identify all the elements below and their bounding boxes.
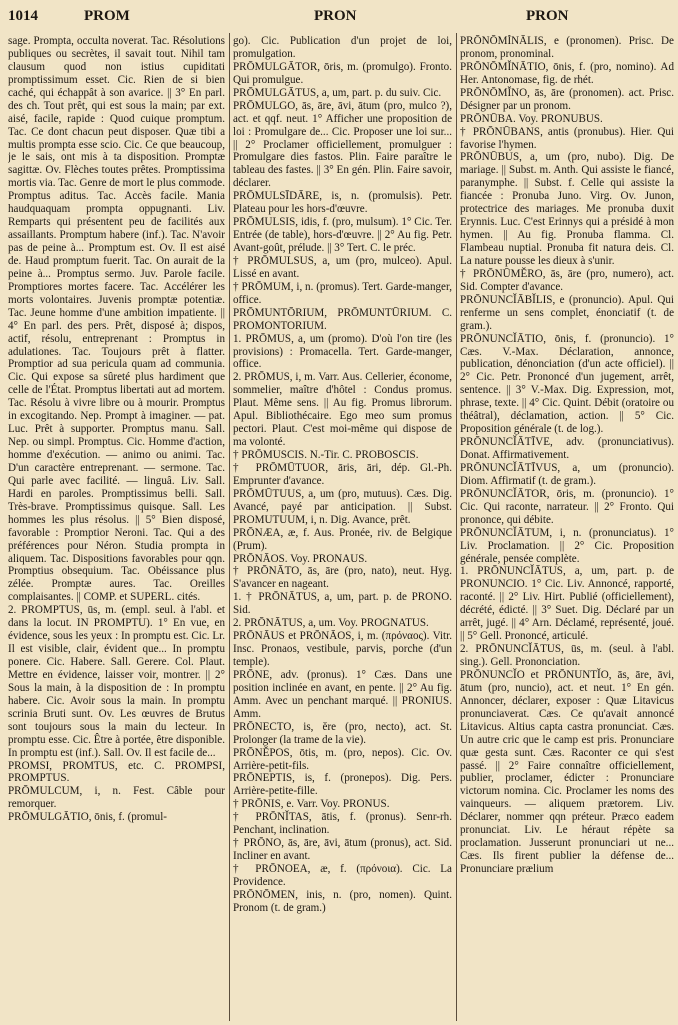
dictionary-entry: † PRŌMUM, i, n. (promus). Tert. Garde-manger, office. xyxy=(233,280,452,306)
dictionary-entry: PRŌNUNCĬĀTĪVUS, a, um (pronuncio). Diom. Affirmatif (t. de gram.). xyxy=(460,461,674,487)
dictionary-entry: † PRŌNĀTO, ās, āre (pro, nato), neut. Hyg. S'avancer en nageant. xyxy=(233,565,452,591)
dictionary-entry: PRŌNŌMĬNO, ās, āre (pronomen). act. Prisc. Désigner par un pronom. xyxy=(460,86,674,112)
dictionary-entry: PRŌNĀOS. Voy. PRONAUS. xyxy=(233,552,368,565)
dictionary-entry: 2. PRŌNĀTUS, a, um. Voy. PROGNATUS. xyxy=(233,617,429,630)
dictionary-entry: † PRŌNĬTAS, ātis, f. (pronus). Senr-rh. Penchant, inclination. xyxy=(233,811,452,837)
dictionary-entry: PRŌNEPTIS, is, f. (pronepos). Dig. Pers. Arrière-petite-fille. xyxy=(233,772,452,798)
page-header xyxy=(0,8,678,30)
dictionary-entry: PRŌNĔPOS, ōtis, m. (pro, nepos). Cic. Ov. Arrière-petit-fils. xyxy=(233,746,452,772)
dictionary-entry: PRŌNŪBUS, a, um (pro, nubo). Dig. De mariage. || Subst. m. Anth. Qui assiste le fiancé, paranymphe. || Subst. f. Celle qui assiste la fiancée : Pronuba Juno. Virg. Ov. Junon, protectrice des mariages. Me pronuba duxit Erynnis. Luc. C'est Erinnys qui a présidé à mon hymen. || Au fig. Pronuba flamma. Cl. Flambeau nuptial. Pronuba fit natura deis. Cl. La nature pousse les dieux à s'unir. xyxy=(460,151,674,267)
dictionary-entry: PRŌNĀUS et PRŌNĀOS, i, m. (πρόναος). Vitr. Insc. Pronaos, vestibule, parvis, porche (d'un temple). xyxy=(233,630,452,668)
dictionary-entry: † PRŌMUSCIS. N.-Tir. C. PROBOSCIS. xyxy=(233,449,419,461)
dictionary-entry: PROMSI, PROMTUS, etc. C. PROMPSI, PROMPTUS. xyxy=(8,759,225,785)
column-right xyxy=(460,35,674,1021)
dictionary-entry: PRŌNUNCĬĀTUM, i, n. (pronunciatus). 1° Liv. Proclamation. || 2° Cic. Proposition générale, pensée complète. xyxy=(460,526,674,565)
dictionary-entry: PRŌNŌMĬNĀLIS, e (pronomen). Prisc. De pronom, pronominal. xyxy=(460,35,674,60)
dictionary-entry: PRŌNŌMEN, inis, n. (pro, nomen). Quint. Pronom (t. de gram.) xyxy=(233,888,452,914)
dictionary-entry: PRŌNŌMĬNĀTIO, ōnis, f. (pro, nomino). Ad Her. Antonomase, fig. de rhét. xyxy=(460,60,674,86)
dictionary-entry: † PRŌNOEA, æ, f. (πρόνοια). Cic. La Providence. xyxy=(233,863,452,888)
dictionary-entry: † PRŌNIS, e. Varr. Voy. PRONUS. xyxy=(233,798,390,811)
dictionary-entry: 1. PRŌNUNCĬĀTUS, a, um, part. p. de PRONUNCIO. 1° Cic. Liv. Annoncé, rapporté, raconté. || 2° Liv. Hirt. Publié (officiellement), décrété, édicté. || 3° Suet. Dig. Déclaré par un arrêt, jugé. || 4° Arn. Déclamé, représenté, joué. || 5° Gell. Prononcé, articulé. xyxy=(460,565,674,643)
dictionary-entry: PRŌNÆA, æ, f. Aus. Pronée, riv. de Belgique (Prum). xyxy=(233,526,452,552)
column-left xyxy=(8,35,225,1021)
dictionary-entry: † PRŌMŪTUOR, āris, āri, dép. Gl.-Ph. Emprunter d'avance. xyxy=(233,461,452,487)
dictionary-entry: † PRŌNŪBANS, antis (pronubus). Hier. Qui favorise l'hymen. xyxy=(460,125,674,151)
dictionary-entry: 1. † PRŌNĀTUS, a, um, part. p. de PRONO. Sid. xyxy=(233,591,452,617)
dictionary-entry: † PRŌMULSUS, a, um (pro, mulceo). Apul. Lissé en avant. xyxy=(233,254,452,280)
dictionary-entry: PRŌNUNCĬĀTIO, ōnis, f. (pronuncio). 1° Cæs. V.-Max. Déclaration, annonce, publication, dénonciation (d'un acte officiel). || 2° Cic. Petr. Prononcé d'un jugement, arrêt, sentence. || 3° V.-Max. Dig. Expression, mot, phrase, texte. || 4° Cic. Quint. Débit (oratoire ou théâtral), déclamation, action. || 5° Cic. Proposition générale (t. de log.). xyxy=(460,332,674,436)
dictionary-entry: PRŌNUNCĬĀTOR, ōris, m. (pronuncio). 1° Cic. Qui raconte, narrateur. || 2° Fronto. Qui prononce, qui débite. xyxy=(460,487,674,526)
dictionary-entry: PRŌMUNTŌRIUM, PRŌMUNTŪRIUM. C. PROMONTORIUM. xyxy=(233,306,452,332)
dictionary-entry: 1. PRŌMUS, a, um (promo). D'où l'on tire (les provisions) : Promacella. Tert. Garde-manger, office. xyxy=(233,332,452,371)
dictionary-entry: go). Cic. Publication d'un projet de loi, promulgation. xyxy=(233,35,452,60)
column-divider xyxy=(229,33,230,1021)
dictionary-entry: PRŌMULGO, ās, āre, āvi, ātum (pro, mulco ?), act. et qqf. neut. 1° Afficher une proposition de loi : Promulgare de... Cic. Proposer une loi sur... || 2° Proclamer officiellement, promulguer : Promulgare dies fastos. Plin. Faire paraître le tableau des fastes. || 3° En gén. Plin. Faire savoir, déclarer. xyxy=(233,99,452,190)
running-head-left: PROM xyxy=(84,8,130,24)
dictionary-entry: PRŌNUNCĬO et PRŌNUNTĬO, ās, āre, āvi, ātum (pro, nuncio), act. et neut. 1° En gén. Annoncer, déclarer, exposer : Quæ Litavicus pronunciaverat. Cæs. Ce qu'avait annoncé Litavicus. Altius capta castra pronunciat. Cæs. Un autre cric que le camp est pris. Pronunciare quæ gesta sunt. Cæs. Raconter ce qui s'est passé. || 2° Faire connaître officiellement, publier, proclamer, édicter : Pronunciare victorum nomina. Cic. Proclamer les noms des vainqueurs. — aliquem prætorem. Liv. Déclarer, nommer qqn préteur. Præco eadem pronunciat. Liv. Le héraut répète sa proclamation. Jusserunt pronunciari ut ne... Cæs. Ils firent publier la défense de... Pronunciare prælium xyxy=(460,668,674,875)
dictionary-entry: PRŌNŪBA. Voy. PRONUBUS. xyxy=(460,112,603,125)
dictionary-entry: PRŌNECTO, is, ĕre (pro, necto), act. St. Prolonger (la trame de la vie). xyxy=(233,720,452,746)
dictionary-entry: 2. PRŌNUNCĬĀTUS, ūs, m. (seul. à l'abl. sing.). Gell. Prononciation. xyxy=(460,643,674,668)
dictionary-entry: PRŌNE, adv. (pronus). 1° Cæs. Dans une position inclinée en avant, en pente. || 2° Au fig. Amm. Avec un penchant marqué. || PRONIUS. Amm. xyxy=(233,668,452,720)
dictionary-entry: † PRŌNŪMĔRO, ās, āre (pro, numero), act. Sid. Compter d'avance. xyxy=(460,267,674,293)
dictionary-entry: PRŌMULSIS, idis, f. (pro, mulsum). 1° Cic. Ter. Entrée (de table), hors-d'œuvre. || 2° Au fig. Petr. Avant-goût, prélude. || 3° Tert. C. le préc. xyxy=(233,216,452,254)
dictionary-entry: 2. PRŌMUS, i, m. Varr. Aus. Cellerier, économe, sommelier, maître d'hôtel : Condus promus. Plaut. Même sens. || Au fig. Promus librorum. Apul. Bibliothécaire. Ego meo sum promus pectori. Plaut. C'est moi-même qui dispose de ma volonté. xyxy=(233,371,452,449)
column-middle xyxy=(233,35,452,1021)
dictionary-entry: PRŌMULCUM, i, n. Fest. Câble pour remorquer. xyxy=(8,785,225,811)
dictionary-entry: PRŌMULGĀTUS, a, um, part. p. du suiv. Cic. xyxy=(233,86,442,99)
dictionary-entry: PRŌNUNCĬĀBĬLIS, e (pronuncio). Apul. Qui renferme un sens complet, énonciatif (t. de gram.). xyxy=(460,293,674,332)
dictionary-entry: † PRŌNO, ās, āre, āvi, ātum (pronus), act. Sid. Incliner en avant. xyxy=(233,837,452,863)
dictionary-entry: PRŌMULGĀTIO, ōnis, f. (promul- xyxy=(8,811,168,824)
running-head-right: PRON xyxy=(526,8,569,24)
page-number: 1014 xyxy=(8,8,38,24)
dictionary-entry: PRŌMŪTUUS, a, um (pro, mutuus). Cæs. Dig. Avancé, payé par anticipation. || Subst. PROMUTUUM, i, n. Dig. Avance, prêt. xyxy=(233,487,452,526)
dictionary-entry: PRŌNUNCĬĀTĪVE, adv. (pronunciativus). Donat. Affirmativement. xyxy=(460,436,674,461)
dictionary-entry: PRŌMULGĀTOR, ōris, m. (promulgo). Fronto. Qui promulgue. xyxy=(233,60,452,86)
dictionary-entry: 2. PROMPTUS, ūs, m. (empl. seul. à l'abl. et dans la locut. IN PROMPTU). 1° En vue, en évidence, sous les yeux : In promptu est. Cic. Lr. Il est visible, clair, évident que... In promptu ponere. Cic. Habere. Sall. Gerere. Col. Plaut. Mettre en évidence, laisser voir, montrer. || 2° Sous la main, à la disposition de : In promptu habere. Cic. Avoir sous la main. In promptu scrinia Bruti sunt. Ov. Les œuvres de Brutus sont toujours sous la main du lecteur. In promptu esse. Cic. Être à portée, être disponible. In promptu est (inf.). Sall. Ov. Il est facile de... xyxy=(8,604,225,759)
dictionary-entry: sage. Prompta, occulta noverat. Tac. Résolutions publiques ou secrètes, il savait tout. Nihil tam clausum quod non istius cupiditati promptissimum esset. Cic. Rien de si bien caché, qui échappât à son avarice. || 3° En parl. des ch. Tout prêt, qui est sous la main; par ext. aisé, facile, rapide : Quod cuique promptum. Tac. Ce dont chacun peut disposer. Quæ tibi a multis prompta esse scio. Cic. Ce que beaucoup, je le sais, ont mis à ta disposition. Promptæ sagittæ. Ov. Flèches toutes prêtes. Promptissima mortis via. Tac. Genre de mort le plus commode. Promptus aditus. Tac. Accès facile. Mania haudquaquam prompta oppugnanti. Liv. Remparts qui présentent peu de facilités aux assaillants. Promptum habere (inf.). Tac. N'avoir pas de peine à... Promptum est. Ov. Il est aisé de. Haud promptum fuerit. Tac. On aurait de la peine à... Promptus sermo. Juv. Parole facile. Promptiores mortes facere. Tac. Accélérer les morts volontaires. Juvenis promptæ potentiæ. Tac. Jeune homme d'une ambition impatiente. || 4° En parl. des pers. Prêt, disposé à; dispos, actif, résolu, entreprenant : Promptus in adulationes. Tac. Toujours prêt à flatter. Promptior ad sua pericula quam ad communia. Cic. Qui expose sa sûreté plus hardiment que celle de l'État. Promptus libertati aut ad mortem. Tac. Résolu à vivre libre ou à mourir. Promptus in excogitando. Nep. Prompt à imaginer. — pat. Luc. Prêt à supporter. Promptus manu. Sall. Nep. ou simpl. Promptus. Cic. Homme d'action, homme d'exécution. — animo ou animi. Tac. D'un caractère entreprenant. — sermone. Tac. Qui parle avec facilité. — linguâ. Liv. Sall. Hardi en paroles. Promptissimus belli. Sall. Très-brave. Promptissimus quisque. Sall. Les hommes les plus résolus. || 5° Bien disposé, favorable : Promptior Neroni. Tac. Qui a des préférences pour Néron. Studia prompta in aliquem. Tac. Dispositions favorables pour qqn. Promptius obsequium. Tac. Obéissance plus zélée. Promptæ aures. Tac. Oreilles complaisantes. || COMP. et SUPERL. cités. xyxy=(8,35,225,604)
dictionary-entry: PRŌMULSĪDĀRE, is, n. (promulsis). Petr. Plateau pour les hors-d'œuvre. xyxy=(233,190,452,216)
running-head-center: PRON xyxy=(314,8,357,24)
column-divider xyxy=(456,33,457,1021)
